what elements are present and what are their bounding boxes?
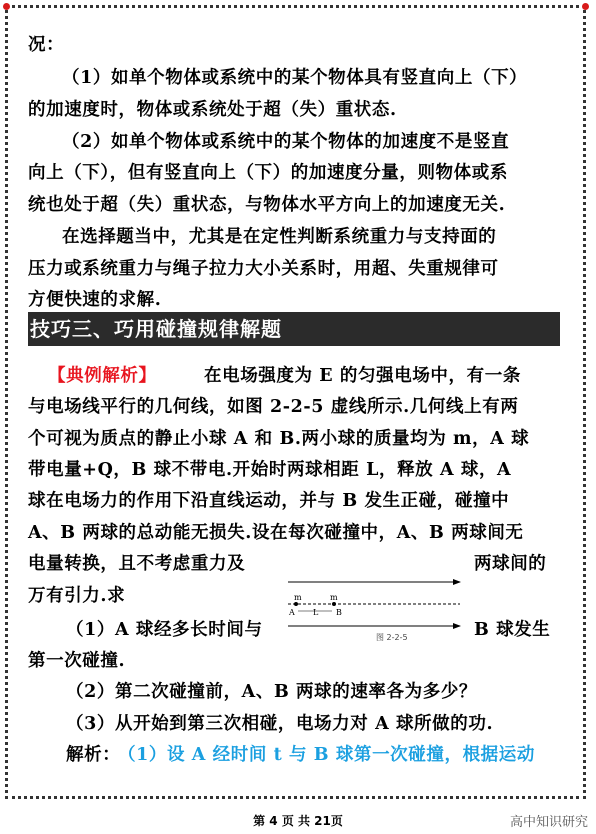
mass-label-a: m — [294, 593, 302, 602]
paragraph-line: 方便快速的求解. — [28, 290, 162, 310]
paragraph-line: 压力或系统重力与绳子拉力大小关系时，用超、失重规律可 — [28, 259, 499, 279]
example-line: 两球间的 — [474, 554, 547, 574]
paragraph-line: 统也处于超（失）重状态，与物体水平方向上的加速度无关. — [28, 195, 506, 215]
ball-a — [294, 602, 298, 606]
example-line: （1）A 球经多长时间与 — [66, 620, 263, 640]
paragraph-line: 向上（下），但有竖直向上（下）的加速度分量，则物体或系 — [28, 163, 508, 183]
corner-dot-top-left — [3, 3, 10, 10]
figure-2-2-5 — [284, 572, 468, 644]
example-line: B 球发生 — [474, 620, 551, 640]
example-line: 球在电场力的作用下沿直线运动，并与 B 发生正碰，碰撞中 — [28, 491, 510, 511]
example-line: 电量转换，且不考虑重力及 — [28, 554, 246, 574]
corner-dot-top-right — [582, 3, 589, 10]
page-number: 第 4 页 共 21页 — [253, 814, 343, 828]
example-line: 带电量+Q，B 球不带电.开始时两球相距 L，释放 A 球，A — [28, 460, 512, 480]
analysis-text: （1）设 A 经时间 t 与 B 球第一次碰撞，根据运动 — [118, 745, 535, 765]
example-line: 与电场线平行的几何线，如图 2-2-5 虚线所示.几何线上有两 — [28, 397, 519, 417]
paragraph-line: 况： — [28, 35, 65, 55]
example-line: 在电场强度为 E 的匀强电场中，有一条 — [204, 366, 521, 386]
section-heading: 技巧三、巧用碰撞规律解题 — [30, 317, 282, 341]
example-line: 个可视为质点的静止小球 A 和 B.两小球的质量均为 m，A 球 — [28, 429, 530, 449]
ball-a-label: A — [289, 608, 295, 617]
example-line: A、B 两球的总动能无损失.设在每次碰撞中，A、B 两球间无 — [28, 523, 524, 543]
distance-label: L — [313, 608, 319, 617]
example-line: 万有引力.求 — [28, 586, 126, 606]
example-tag: 【典例解析】 — [48, 366, 157, 386]
ball-b — [332, 602, 336, 606]
paragraph-line: 的加速度时，物体或系统处于超（失）重状态. — [28, 100, 397, 120]
mass-label-b: m — [330, 593, 338, 602]
paragraph-line: 在选择题当中，尤其是在定性判断系统重力与支持面的 — [62, 227, 497, 247]
analysis-label: 解析： — [66, 745, 121, 765]
paragraph-line: （1）如单个物体或系统中的某个物体具有竖直向上（下） — [62, 68, 528, 88]
watermark: 高中知识研究 — [509, 815, 588, 830]
ball-b-label: B — [336, 608, 342, 617]
question-2: （2）第二次碰撞前，A、B 两球的速率各为多少？ — [66, 682, 478, 702]
figure-caption: 图 2-2-5 — [376, 633, 408, 642]
paragraph-line: （2）如单个物体或系统中的某个物体的加速度不是竖直 — [62, 132, 510, 152]
example-line: 第一次碰撞. — [28, 651, 126, 671]
question-3: （3）从开始到第三次相碰，电场力对 A 球所做的功. — [66, 714, 494, 734]
